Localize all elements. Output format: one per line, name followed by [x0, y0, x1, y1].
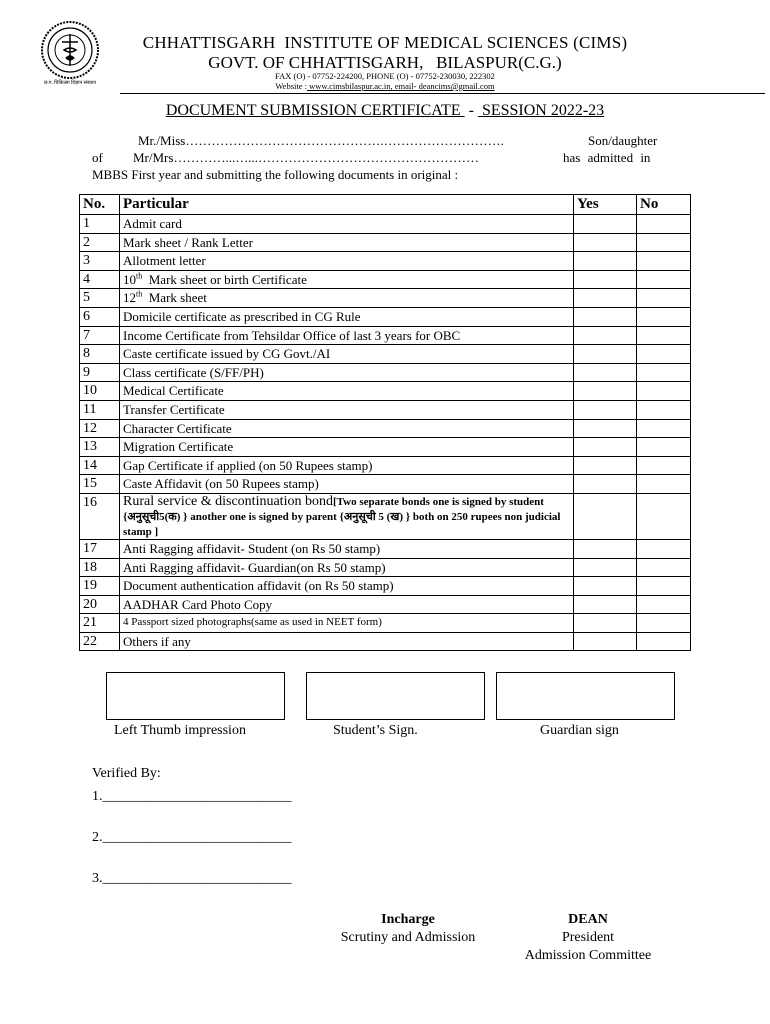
yes-cell[interactable] [574, 493, 637, 539]
row-particular: 4 Passport sized photographs(same as used in NEET form) [120, 614, 574, 633]
row-number: 7 [80, 326, 120, 345]
table-row [80, 233, 691, 252]
verifier-line-3[interactable]: 3.___________________________ [92, 871, 292, 886]
row-number: 5 [80, 289, 120, 308]
no-cell[interactable] [637, 307, 691, 326]
table-row [80, 307, 691, 326]
no-cell[interactable] [637, 456, 691, 475]
guardian-sign-label: Guardian sign [540, 723, 619, 738]
dean-subtitle-2: Admission Committee [524, 948, 652, 963]
yes-cell[interactable] [574, 475, 637, 494]
row-particular: Anti Ragging affidavit- Student (on Rs 50 stamp) [120, 539, 574, 558]
table-row [80, 215, 691, 234]
table-row [80, 539, 691, 558]
table-row [80, 363, 691, 382]
table-row [80, 270, 691, 289]
row-particular: AADHAR Card Photo Copy [120, 595, 574, 614]
table-row [80, 400, 691, 419]
table-row [80, 595, 691, 614]
row-number: 21 [80, 614, 120, 633]
row-text: Mark sheet or birth Certificate [142, 271, 307, 287]
no-cell[interactable] [637, 438, 691, 457]
row-particular: Anti Ragging affidavit- Guardian(on Rs 50 stamp) [120, 558, 574, 577]
row-number: 12 [80, 419, 120, 438]
yes-cell[interactable] [574, 345, 637, 364]
no-cell[interactable] [637, 595, 691, 614]
row-particular: Others if any [120, 632, 574, 651]
table-row [80, 456, 691, 475]
student-sign-label: Student’s Sign. [333, 723, 418, 738]
contact-line: FAX (O) - 07752-224200, PHONE (O) - 07752-230030, 222302 [275, 71, 495, 81]
row-number: 22 [80, 632, 120, 651]
header-no-col: No [637, 195, 691, 215]
institute-name: CHHATTISGARH INSTITUTE OF MEDICAL SCIENCES (CIMS) [142, 33, 628, 52]
row-particular: Caste Affidavit (on 50 Rupees stamp) [120, 475, 574, 494]
table-row [80, 577, 691, 596]
yes-cell[interactable] [574, 400, 637, 419]
ordinal-number: 10 [123, 271, 136, 287]
row-number: 19 [80, 577, 120, 596]
table-header-row [80, 195, 691, 215]
son-daughter-label: Son/daughter [588, 133, 658, 148]
header-no: No. [80, 195, 120, 215]
certificate-title [0, 102, 770, 120]
website-label: Website : [275, 81, 307, 91]
ordinal-number: 12 [123, 290, 136, 306]
verifier-line-1[interactable]: 1.___________________________ [92, 789, 292, 804]
no-cell[interactable] [637, 363, 691, 382]
row-particular: Migration Certificate [120, 438, 574, 457]
row-number: 6 [80, 307, 120, 326]
table-row [80, 614, 691, 633]
title-session: SESSION 2022-23 [477, 102, 605, 119]
header-particular: Particular [120, 195, 574, 215]
yes-cell[interactable] [574, 215, 637, 234]
row-main-text: Rural service & discontinuation bond [123, 493, 333, 509]
row-number: 14 [80, 456, 120, 475]
row-number: 18 [80, 558, 120, 577]
table-row [80, 345, 691, 364]
government-line: GOVT. OF CHHATTISGARH, BILASPUR(C.G.) [208, 53, 562, 72]
web-line [0, 81, 770, 91]
no-cell[interactable] [637, 419, 691, 438]
documents-table [79, 194, 691, 651]
row-particular: Document authentication affidavit (on Rs 50 stamp) [120, 577, 574, 596]
yes-cell[interactable] [574, 614, 637, 633]
yes-cell[interactable] [574, 307, 637, 326]
row-particular: Character Certificate [120, 419, 574, 438]
row-particular: Mark sheet / Rank Letter [120, 233, 574, 252]
yes-cell[interactable] [574, 539, 637, 558]
ordinal-suffix: th [136, 271, 143, 281]
no-cell[interactable] [637, 289, 691, 308]
yes-cell[interactable] [574, 270, 637, 289]
yes-cell[interactable] [574, 382, 637, 401]
row-number: 17 [80, 539, 120, 558]
yes-cell[interactable] [574, 632, 637, 651]
row-number: 20 [80, 595, 120, 614]
row-note: [Two separate bonds one is signed by student {अनुसूची5(क) } another one is signed by parent {अनुसूची 5 (ख) } both on 250 rupees non judicial stamp ] [123, 495, 561, 538]
website-link[interactable]: www.cimsbilaspur.ac.in, [307, 81, 393, 91]
dean-title: DEAN [568, 912, 608, 927]
row-text: Mark sheet [142, 290, 207, 306]
yes-cell[interactable] [574, 289, 637, 308]
table-row [80, 632, 691, 651]
no-cell[interactable] [637, 400, 691, 419]
of-label: of [92, 150, 103, 165]
row-particular [120, 289, 574, 308]
row-particular: Income Certificate from Tehsildar Office of last 3 years for OBC [120, 326, 574, 345]
yes-cell[interactable] [574, 595, 637, 614]
yes-cell[interactable] [574, 438, 637, 457]
row-particular: Allotment letter [120, 252, 574, 271]
no-cell[interactable] [637, 270, 691, 289]
yes-cell[interactable] [574, 363, 637, 382]
row-number: 8 [80, 345, 120, 364]
dean-subtitle-1: President [561, 930, 615, 945]
row-number: 16 [80, 493, 120, 539]
row-number: 1 [80, 215, 120, 234]
table-row [80, 438, 691, 457]
verifier-line-2[interactable]: 2.___________________________ [92, 830, 292, 845]
email-link[interactable]: email- deancims@gmail.com [392, 81, 495, 91]
incharge-block [318, 912, 498, 946]
incharge-subtitle: Scrutiny and Admission [340, 930, 476, 945]
ordinal-suffix: th [136, 290, 143, 300]
parent-name-line: Mr/Mrs…………...…...…………………………………………… [133, 150, 479, 165]
no-cell[interactable] [637, 345, 691, 364]
row-number: 3 [80, 252, 120, 271]
row-number: 9 [80, 363, 120, 382]
table-row [80, 252, 691, 271]
row-number: 10 [80, 382, 120, 401]
row-particular: Class certificate (S/FF/PH) [120, 363, 574, 382]
dean-block [508, 912, 668, 964]
row-particular: Gap Certificate if applied (on 50 Rupees stamp) [120, 456, 574, 475]
student-sign-box[interactable] [306, 672, 485, 720]
no-cell[interactable] [637, 382, 691, 401]
row-number: 4 [80, 270, 120, 289]
yes-cell[interactable] [574, 419, 637, 438]
no-cell[interactable] [637, 233, 691, 252]
guardian-sign-box[interactable] [496, 672, 675, 720]
thumb-impression-box[interactable] [106, 672, 285, 720]
yes-cell[interactable] [574, 577, 637, 596]
no-cell[interactable] [637, 614, 691, 633]
no-cell[interactable] [637, 558, 691, 577]
table-row [80, 326, 691, 345]
logo-caption: छ.ग. चिकित्सा विज्ञान संस्थान [43, 81, 97, 86]
yes-cell[interactable] [574, 456, 637, 475]
row-particular: Admit card [120, 215, 574, 234]
title-dash: - [464, 102, 478, 119]
table-row [80, 475, 691, 494]
incharge-title: Incharge [381, 912, 435, 927]
student-name-line: Mr./Miss……………………………………….………………………. [138, 133, 504, 148]
table-row [80, 419, 691, 438]
no-cell[interactable] [637, 215, 691, 234]
no-cell[interactable] [637, 475, 691, 494]
no-cell[interactable] [637, 539, 691, 558]
no-cell[interactable] [637, 577, 691, 596]
no-cell[interactable] [637, 632, 691, 651]
yes-cell[interactable] [574, 326, 637, 345]
title-main: DOCUMENT SUBMISSION CERTIFICATE [165, 102, 465, 119]
header-divider [120, 93, 765, 94]
row-number: 15 [80, 475, 120, 494]
yes-cell[interactable] [574, 558, 637, 577]
row-particular [120, 270, 574, 289]
no-cell[interactable] [637, 493, 691, 539]
table-row [80, 382, 691, 401]
row-number: 13 [80, 438, 120, 457]
no-cell[interactable] [637, 252, 691, 271]
thumb-label: Left Thumb impression [114, 723, 246, 738]
row-particular: Medical Certificate [120, 382, 574, 401]
row-particular [120, 493, 574, 539]
table-row [80, 558, 691, 577]
verified-by-label: Verified By: [92, 766, 161, 781]
table-row [80, 493, 691, 539]
table-row [80, 289, 691, 308]
row-number: 2 [80, 233, 120, 252]
row-particular: Transfer Certificate [120, 400, 574, 419]
row-particular: Caste certificate issued by CG Govt./AI [120, 345, 574, 364]
row-particular: Domicile certificate as prescribed in CG Rule [120, 307, 574, 326]
row-number: 11 [80, 400, 120, 419]
yes-cell[interactable] [574, 233, 637, 252]
header-yes: Yes [574, 195, 637, 215]
yes-cell[interactable] [574, 252, 637, 271]
admitted-label: has admitted in [563, 150, 651, 165]
intro-statement: MBBS First year and submitting the following documents in original : [92, 167, 459, 182]
no-cell[interactable] [637, 326, 691, 345]
